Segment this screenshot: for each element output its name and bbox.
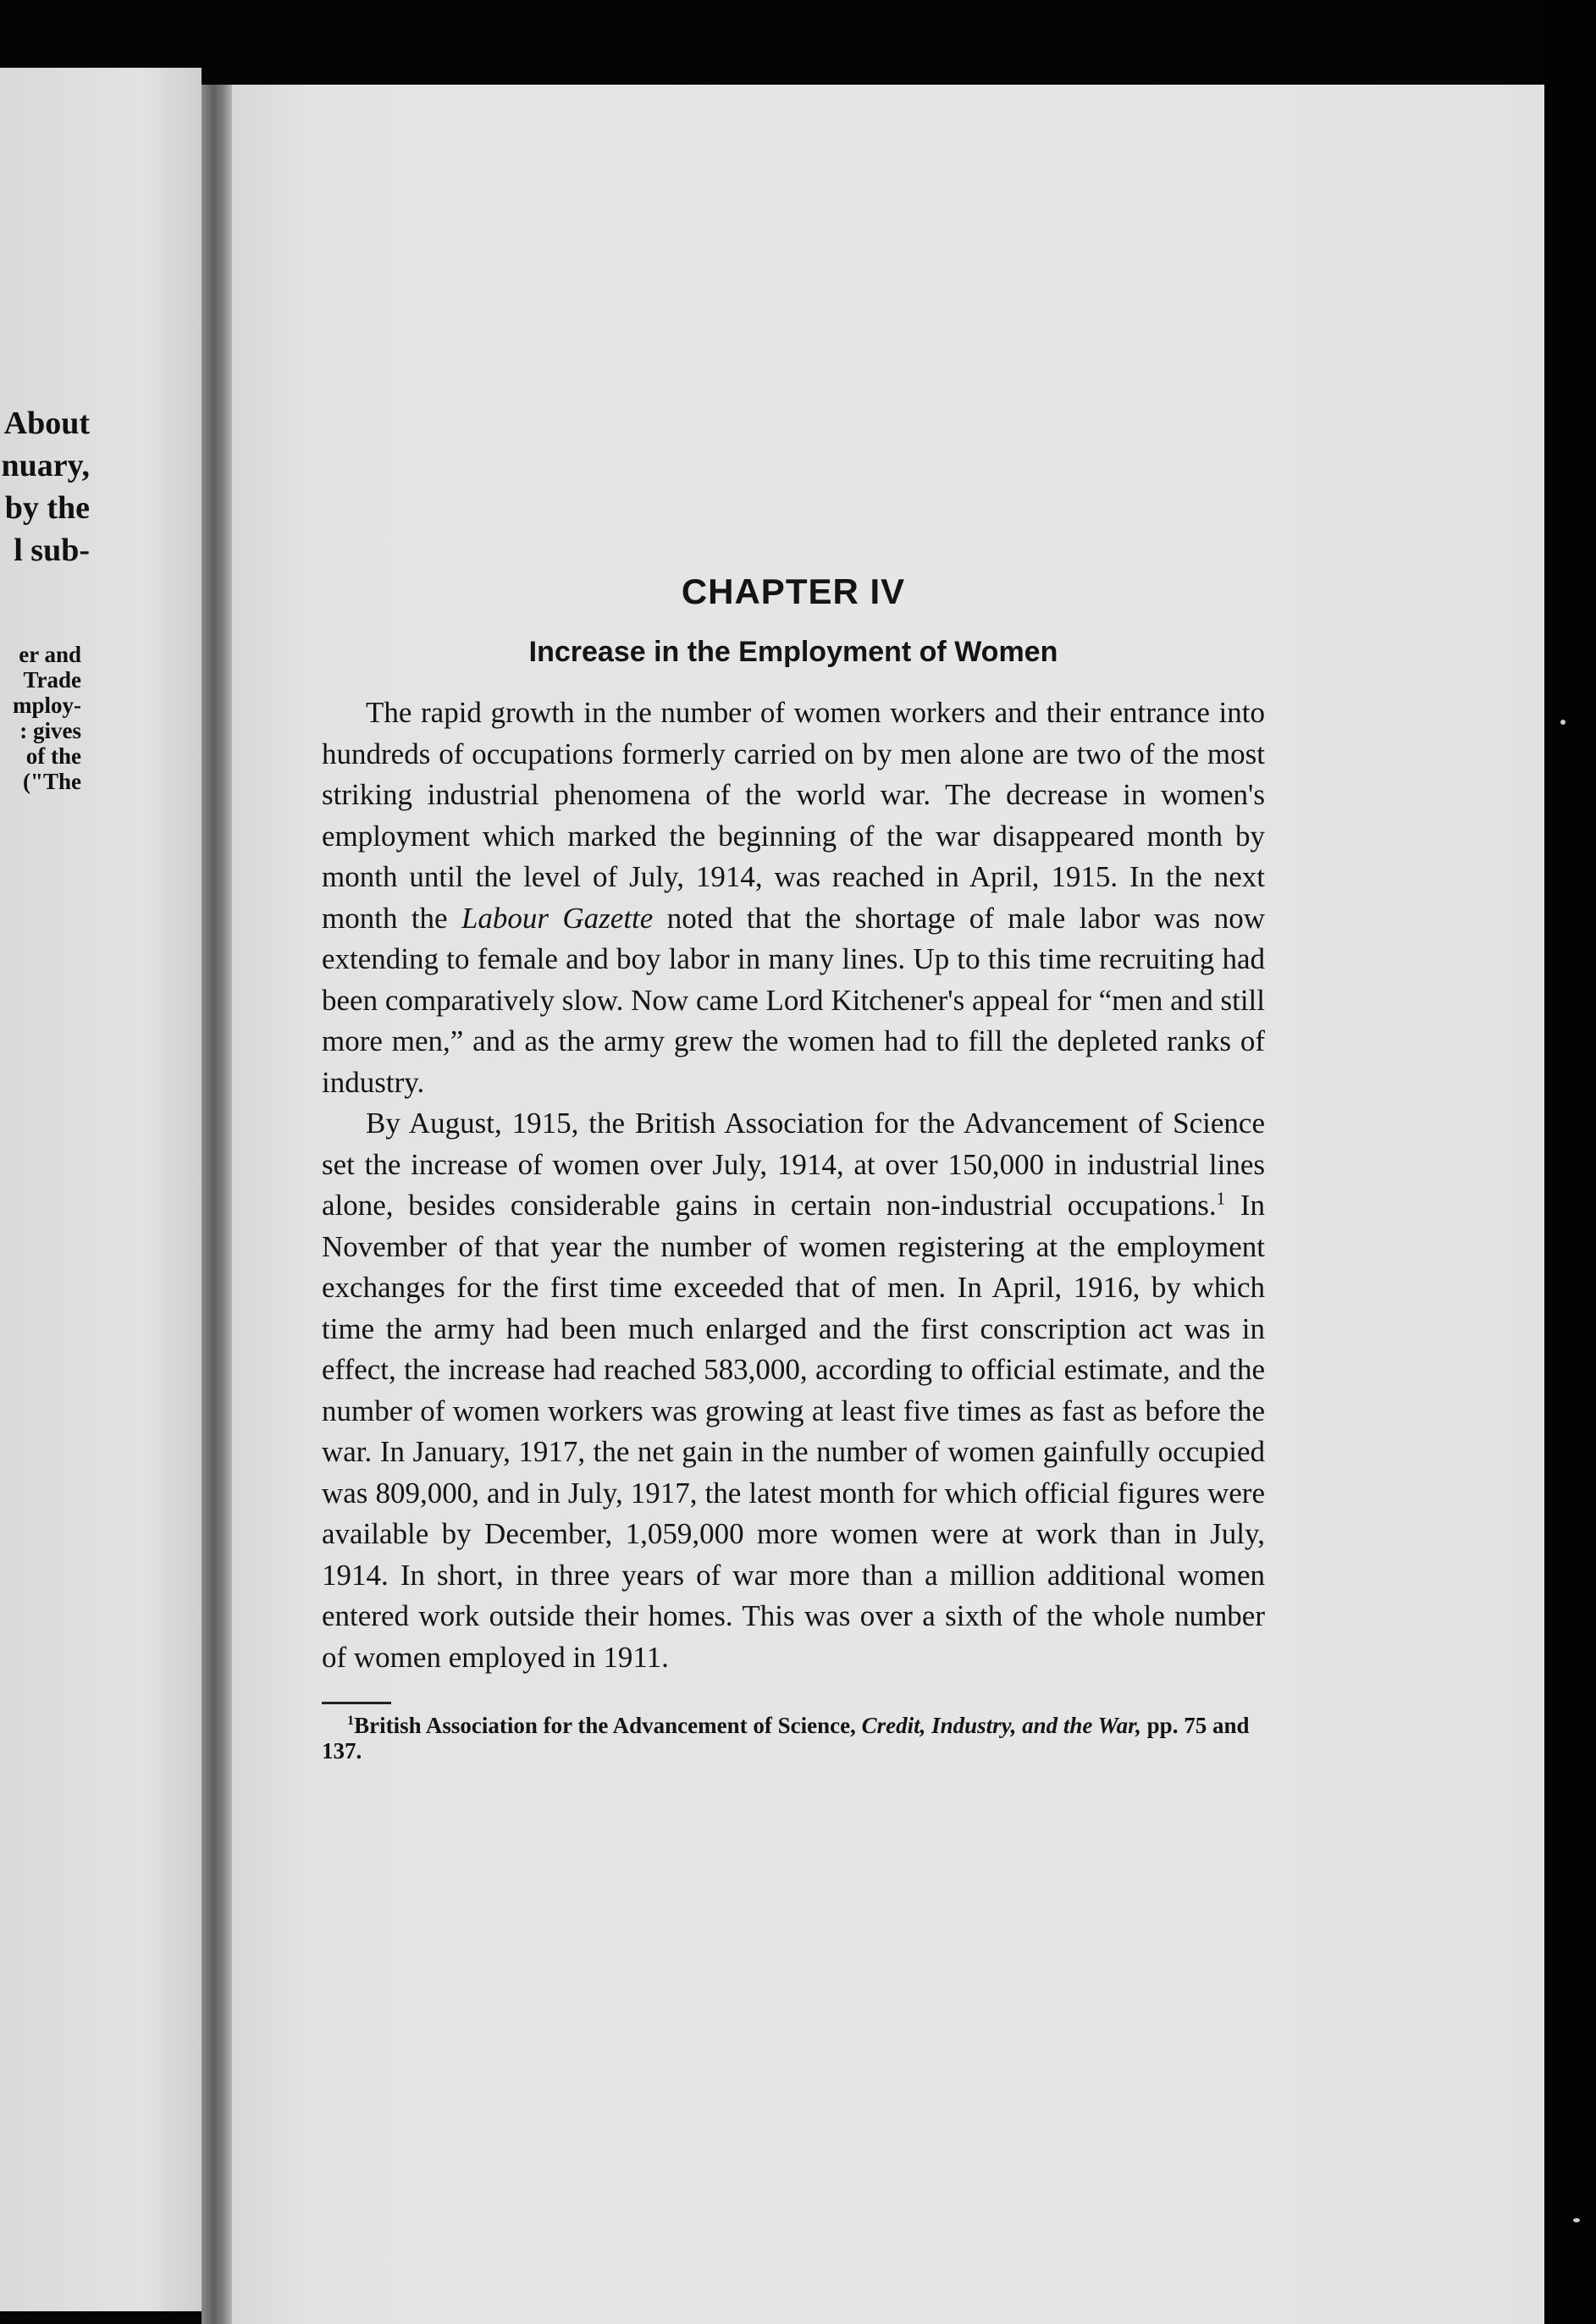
left-line: er and: [19, 642, 81, 667]
left-line: by the: [4, 490, 90, 526]
footnote-pages: pp. 75 and 137.: [322, 1713, 1250, 1764]
left-line: nuary,: [1, 448, 90, 483]
publication-title: Labour Gazette: [461, 901, 654, 935]
left-line: mploy-: [13, 693, 81, 718]
scan-speck: [1560, 720, 1566, 725]
paragraph-text: In November of that year the number of women registering at the employment exchanges for the first time exceeded that of men. In April, 1916, by which time the army had been much enlarged and the first conscription act was in effect, the increase had reached 583,000, according to official estimate, and the number of women workers was growing at least five times as fast as before the war. In January, 1917, the net gain in the number of women gainfully occupied was 809,000, and in July, 1917, the latest month for which official figures were available by December, 1,059,000 more women were at work than in July, 1914. In short, in three years of war more than a million additional women entered work outside their homes. This was over a sixth of the whole number of women employed in 1911.: [322, 1189, 1265, 1674]
left-page-text-upper: [1, 402, 90, 571]
paragraph-1: [322, 693, 1265, 1103]
paragraph-text: By August, 1915, the British Association for the Advancement of Science set the increase of women over July, 1914, at over 150,000 in industrial lines alone, besides considerable gains in certain non-industrial occupations.: [322, 1107, 1265, 1222]
scan-speck: [1573, 2218, 1580, 2222]
scan-background-right: [1544, 0, 1596, 2324]
paragraph-text: The rapid growth in the number of women workers and their entrance into hundreds of occupations formerly carried on by men alone are two of the most striking industrial phenomena of the world war. The decrease in women's employment which marked the beginning of the war disappeared month by month until the level of July, 1914, was reached in April, 1915. In the next month the: [322, 696, 1265, 935]
left-line: : gives: [19, 718, 81, 743]
page-content: [322, 571, 1265, 1764]
left-line: About: [3, 406, 90, 441]
right-book-page: [232, 85, 1544, 2324]
footnote-reference: 1: [1216, 1188, 1226, 1209]
left-line: of the: [25, 743, 81, 769]
footnote-mark: 1: [347, 1713, 355, 1728]
left-line: ("The: [23, 769, 81, 794]
paragraph-2: [322, 1103, 1265, 1678]
footnote-text: British Association for the Advancement of Science,: [354, 1713, 862, 1738]
left-page-text-lower: [13, 642, 81, 794]
chapter-label: CHAPTER IV: [681, 571, 906, 611]
footnote: [322, 1713, 1265, 1764]
footnote-source-title: Credit, Industry, and the War,: [861, 1713, 1141, 1738]
left-line: Trade: [23, 667, 81, 693]
footnote-divider: [322, 1702, 391, 1704]
paragraph-text: noted that the shortage of male labor was now extending to female and boy labor in many lines. Up to this time recruiting had been comparatively slow. Now came Lord Kitchener's appeal for “men and still more men,” and as the army grew the women had to fill the depleted ranks of industry.: [322, 901, 1265, 1099]
book-binding-gutter: [202, 85, 232, 2324]
left-line: l sub-: [14, 533, 90, 568]
left-facing-page: [0, 68, 202, 2311]
chapter-title: Increase in the Employment of Women: [528, 636, 1058, 668]
